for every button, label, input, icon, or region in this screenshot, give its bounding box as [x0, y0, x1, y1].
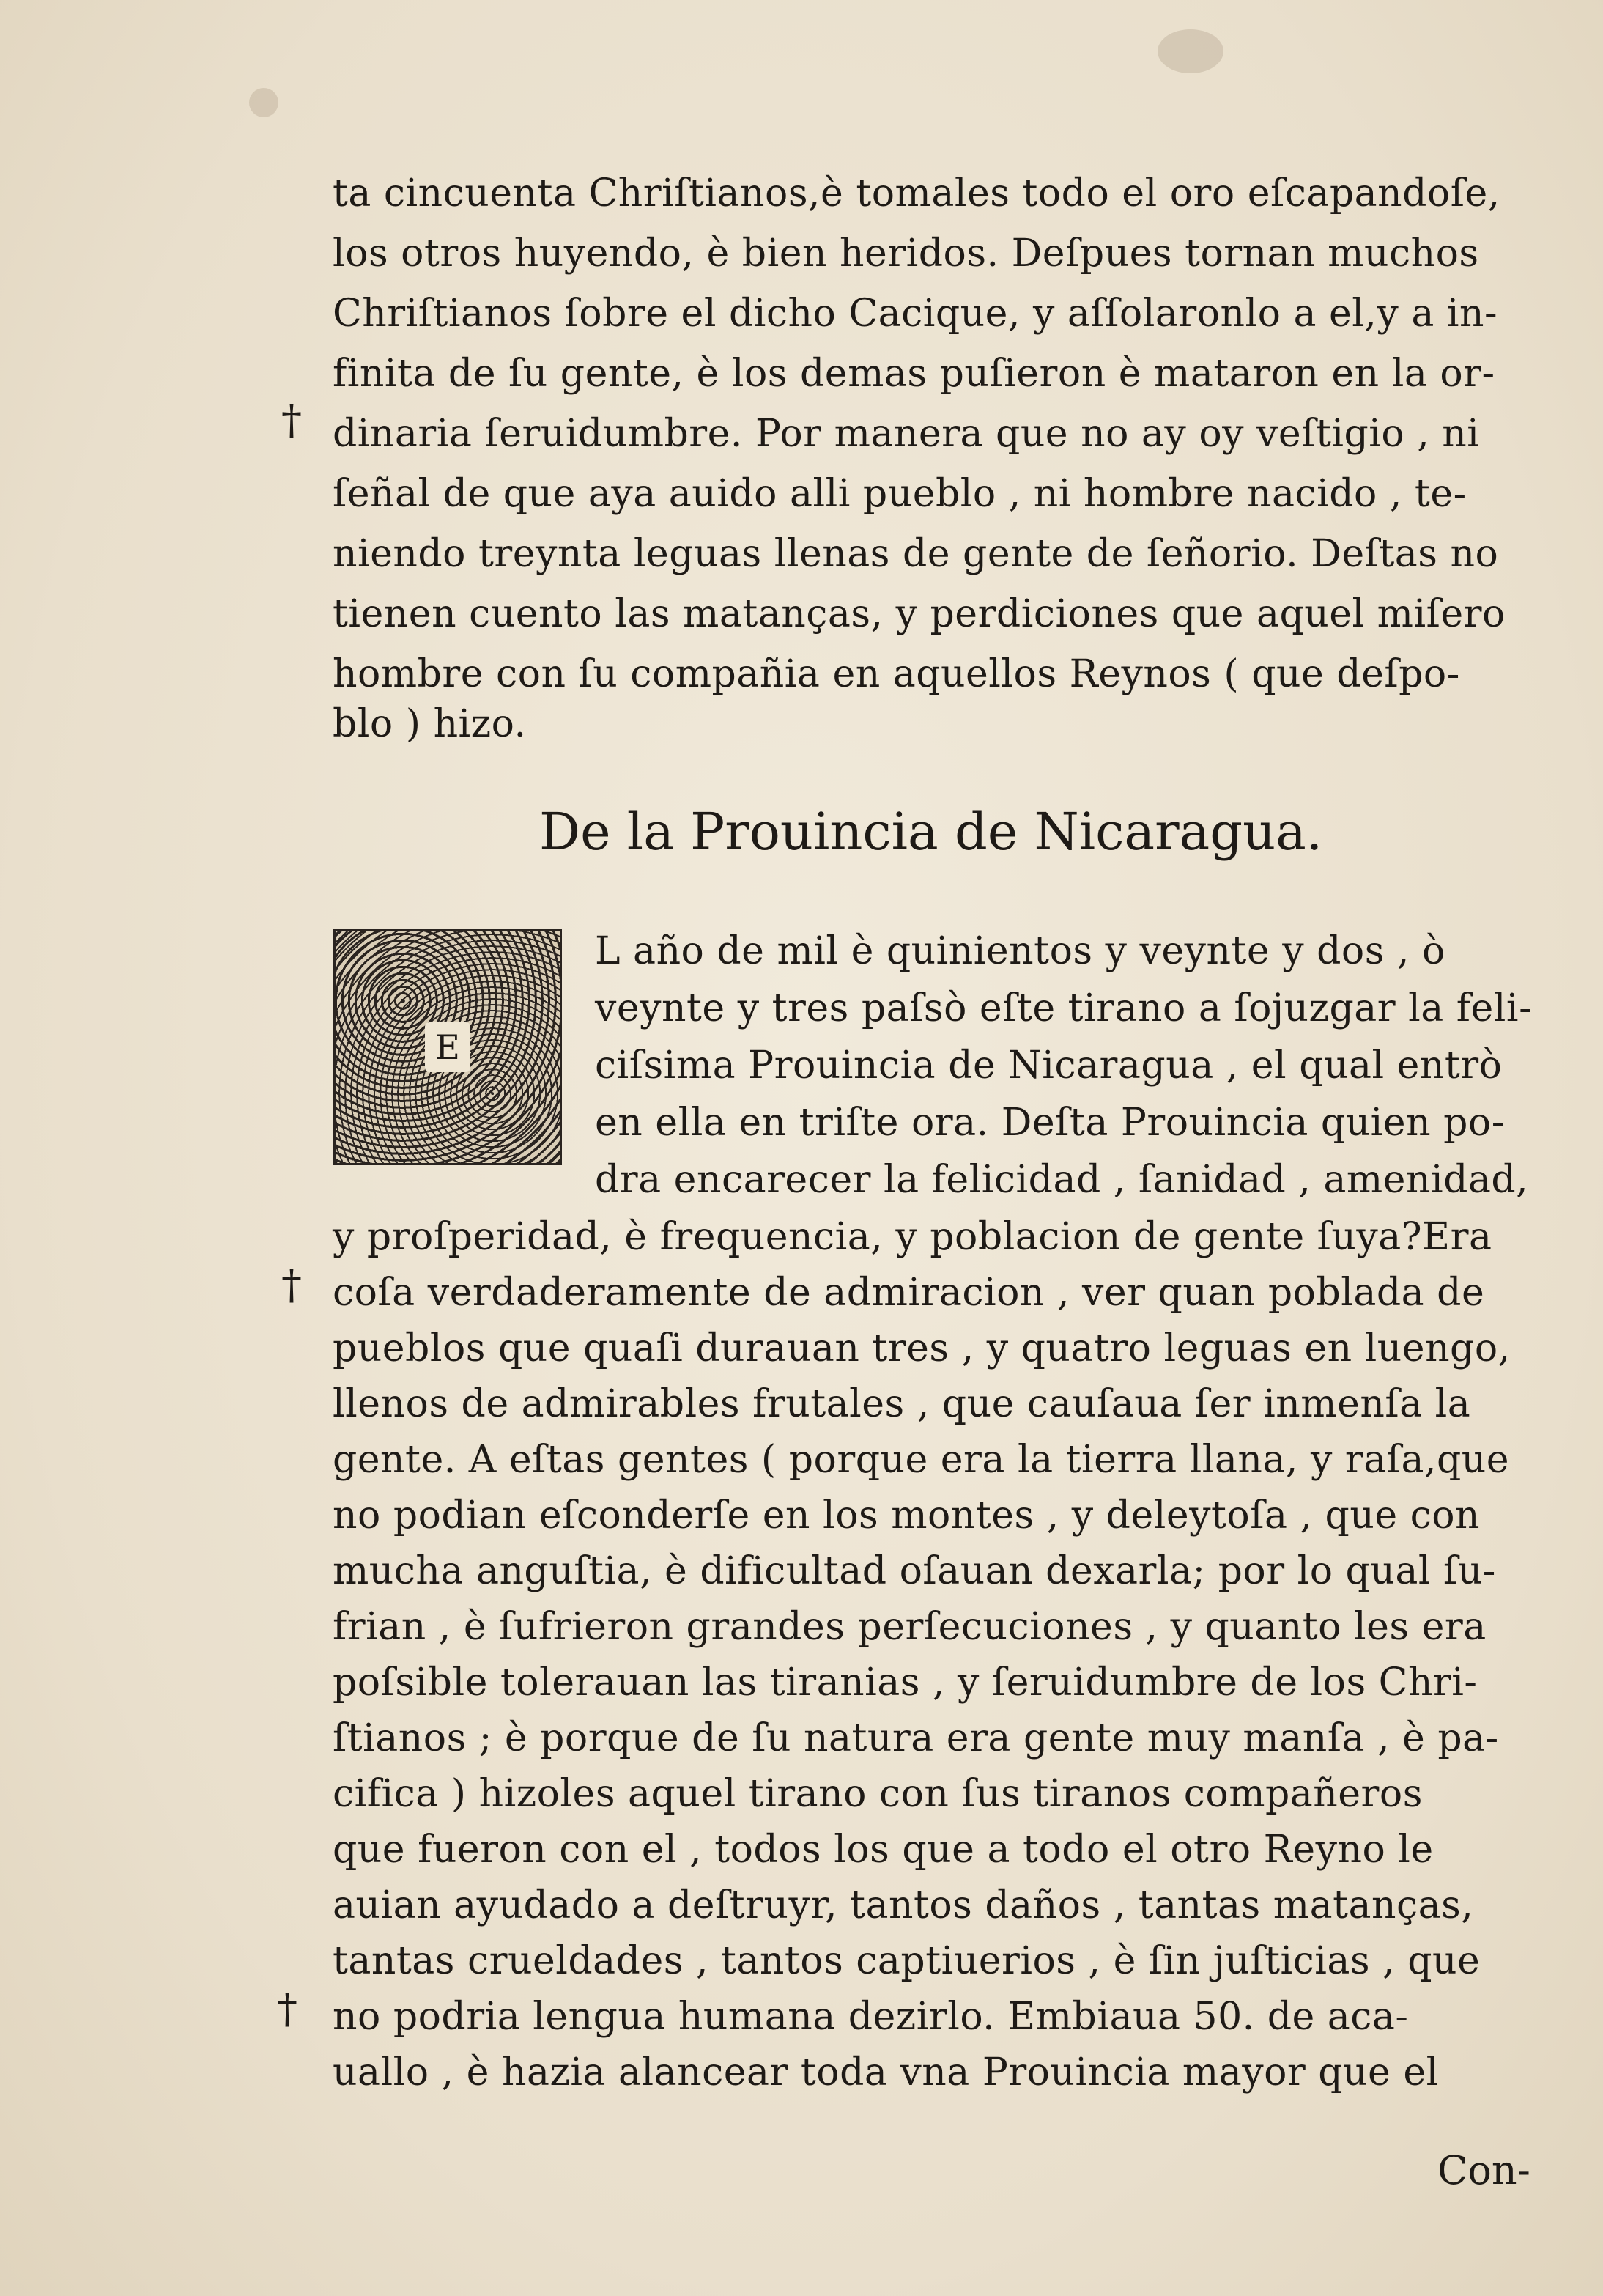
text-line: niendo treynta leguas llenas de gente de ſeñorio. Deſtas no [333, 532, 1499, 576]
text-line: gente. A eſtas gentes ( porque era la tierra llana, y raſa,que [333, 1438, 1510, 1482]
text-line: no podria lengua humana dezirlo. Embiaua 50. de aca- [333, 1995, 1409, 2039]
text-line: ciſsima Prouincia de Nicaragua , el qual entrò [595, 1044, 1503, 1088]
text-line: dinaria ſeruidumbre. Por manera que no ay oy veſtigio , ni [333, 412, 1480, 456]
paper-stain [249, 88, 278, 117]
text-line: que fueron con el , todos los que a todo el otro Reyno le [333, 1828, 1434, 1872]
paper-stain [1158, 29, 1223, 73]
text-line: los otros huyendo, è bien heridos. Deſpues tornan muchos [333, 232, 1479, 276]
catchword: Con- [1437, 2147, 1530, 2193]
text-line: ta cincuenta Chriſtianos,è tomales todo el oro eſcapandoſe, [333, 171, 1500, 215]
text-line: hombre con ſu compañia en aquellos Reynos ( que deſpo- [333, 652, 1460, 696]
text-line: pueblos que quaſi durauan tres , y quatro leguas en luengo, [333, 1326, 1511, 1370]
text-line: auian ayudado a deſtruyr, tantos daños , tantas matanças, [333, 1883, 1474, 1927]
text-line: ſeñal de que aya auido alli pueblo , ni hombre nacido , te- [333, 472, 1467, 516]
ornamental-initial [333, 929, 562, 1165]
text-line: tienen cuento las matanças, y perdiciones que aquel miſero [333, 592, 1506, 636]
text-line: no podian eſconderſe en los montes , y deleytoſa , que con [333, 1494, 1481, 1538]
text-line: finita de ſu gente, è los demas puſieron è mataron en la or- [333, 352, 1495, 396]
text-line: dra encarecer la felicidad , ſanidad , amenidad, [595, 1158, 1529, 1202]
text-line: tantas crueldades , tantos captiuerios , è ſin juſticias , que [333, 1939, 1481, 1983]
text-line: veynte y tres paſsò eſte tirano a ſojuzgar la feli- [595, 986, 1533, 1030]
initial-letter: E [425, 1022, 470, 1072]
text-line: L año de mil è quinientos y veynte y dos , ò [595, 929, 1445, 973]
text-line: cifica ) hizoles aquel tirano con ſus tiranos compañeros [333, 1772, 1423, 1816]
text-line: poſsible tolerauan las tiranias , y ſeruidumbre de los Chri- [333, 1661, 1478, 1705]
text-line: coſa verdaderamente de admiracion , ver quan poblada de [333, 1271, 1485, 1315]
text-line: en ella en triſte ora. Deſta Prouincia quien po- [595, 1101, 1505, 1145]
text-line: frian , è ſufrieron grandes perſecuciones , y quanto les era [333, 1605, 1487, 1649]
text-line: mucha anguſtia, è dificultad oſauan dexarla; por lo qual ſu- [333, 1549, 1496, 1593]
section-heading: De la Prouincia de Nicaragua. [539, 802, 1323, 862]
dagger-marker: † [281, 1261, 302, 1309]
text-line: ſtianos ; è porque de ſu natura era gente muy manſa , è pa- [333, 1716, 1499, 1760]
text-line: llenos de admirables frutales , que cauſaua ſer inmenſa la [333, 1382, 1471, 1426]
dagger-marker: † [277, 1985, 297, 2033]
text-line: y proſperidad, è frequencia, y poblacion de gente ſuya?Era [333, 1215, 1492, 1259]
text-line: uallo , è hazia alancear toda vna Prouincia mayor que el [333, 2050, 1439, 2094]
dagger-marker: † [281, 396, 302, 444]
text-line: blo ) hizo. [333, 702, 527, 746]
text-line: Chriſtianos ſobre el dicho Cacique, y aſſolaronlo a el,y a in- [333, 292, 1498, 336]
